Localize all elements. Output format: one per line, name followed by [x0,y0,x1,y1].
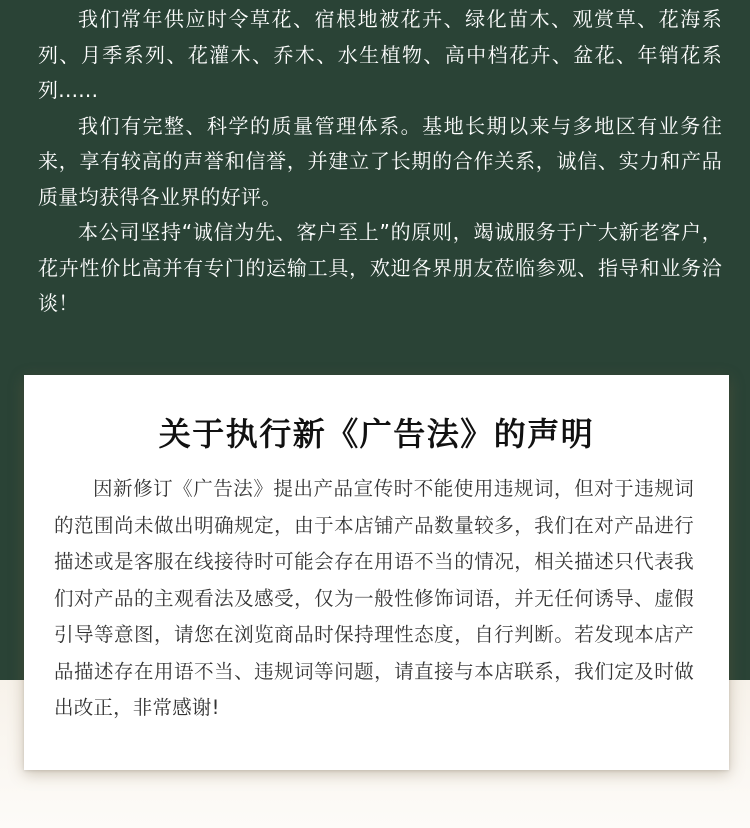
intro-paragraph-principle: 本公司坚持“诚信为先、客户至上”的原则，竭诚服务于广大新老客户，花卉性价比高并有专门的运输工具，欢迎各界朋友莅临参观、指导和业务洽谈！ [38,220,722,315]
intro-paragraph-products: 我们常年供应时令草花、宿根地被花卉、绿化苗木、观赏草、花海系列、月季系列、花灌木、乔木、水生植物、高中档花卉、盆花、年销花系列...... [38,7,722,102]
notice-body: 因新修订《广告法》提出产品宣传时不能使用违规词，但对于违规词的范围尚未做出明确规定，由于本店铺产品数量较多，我们在对产品进行描述或是客服在线接待时可能会存在用语不当的情况，相关描述只代表我们对产品的主观看法及感受，仅为一般性修饰词语，并无任何诱导、虚假引导等意图，请您在浏览商品时保持理性态度，自行判断。若发现本店产品描述存在用语不当、违规词等问题，请直接与本店联系，我们定及时做出改正，非常感谢! [54,477,694,719]
company-intro [38,2,722,322]
advertising-law-notice-card [24,375,729,770]
notice-title: 关于执行新《广告法》的声明 [158,415,595,453]
intro-paragraph-quality: 我们有完整、科学的质量管理体系。基地长期以来与多地区有业务往来，享有较高的声誉和信誉，并建立了长期的合作关系，诚信、实力和产品质量均获得各业界的好评。 [38,113,722,209]
